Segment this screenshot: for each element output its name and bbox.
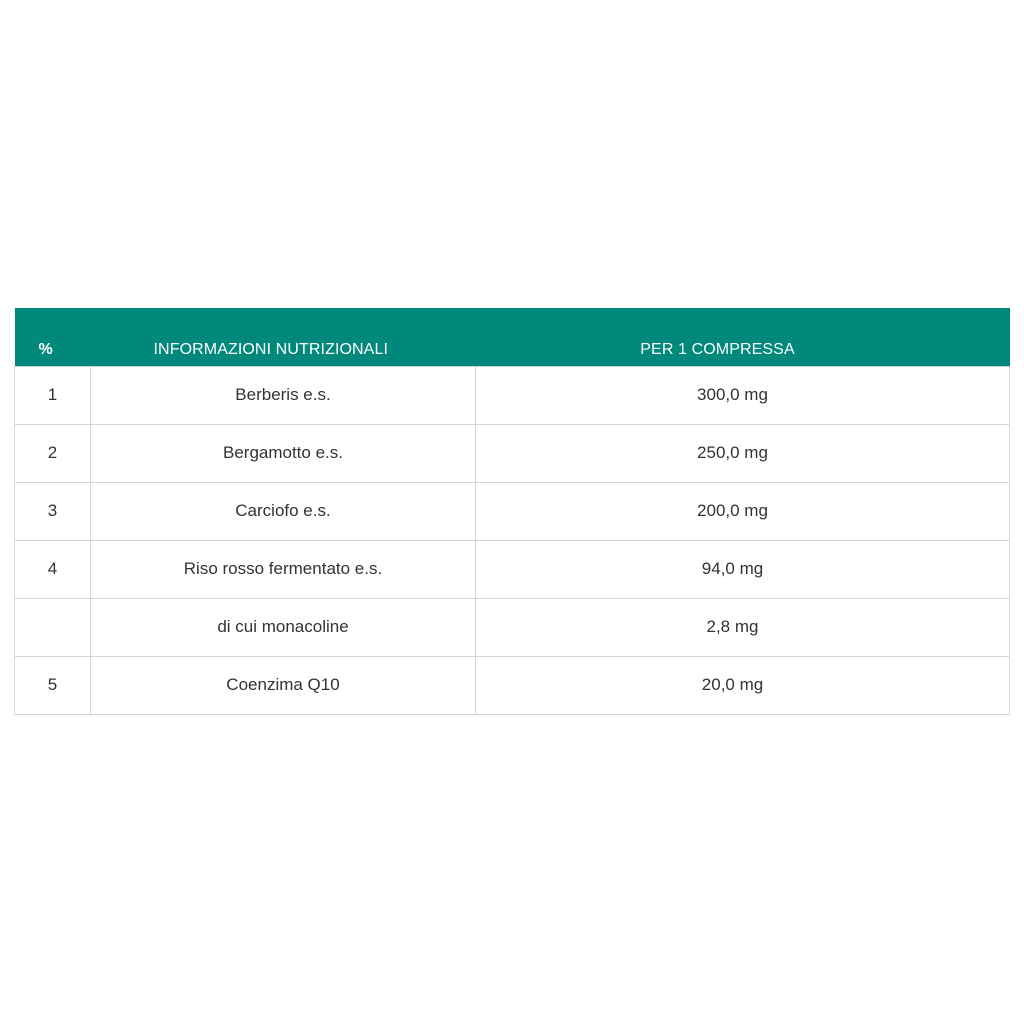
row-number: 2 (15, 424, 91, 482)
row-number: 5 (15, 656, 91, 714)
nutrition-table (14, 308, 1010, 715)
row-number: 3 (15, 482, 91, 540)
ingredient-amount: 2,8 mg (476, 598, 1010, 656)
table-row (15, 656, 1010, 714)
table-body (15, 366, 1010, 714)
ingredient-amount: 94,0 mg (476, 540, 1010, 598)
ingredient-amount: 200,0 mg (476, 482, 1010, 540)
ingredient-name: Bergamotto e.s. (91, 424, 476, 482)
table-row (15, 482, 1010, 540)
table-row (15, 424, 1010, 482)
row-number (15, 598, 91, 656)
row-number: 4 (15, 540, 91, 598)
table-row (15, 366, 1010, 424)
header-per-tablet: PER 1 COMPRESSA (640, 340, 795, 358)
ingredient-name: Berberis e.s. (91, 366, 476, 424)
table-row (15, 540, 1010, 598)
ingredient-amount: 250,0 mg (476, 424, 1010, 482)
row-number: 1 (15, 366, 91, 424)
ingredient-amount: 300,0 mg (476, 366, 1010, 424)
header-percent: % (38, 340, 53, 358)
header-row (15, 308, 1010, 366)
ingredient-name: Carciofo e.s. (91, 482, 476, 540)
header-nutrition-info: INFORMAZIONI NUTRIZIONALI (153, 340, 388, 358)
table-header (15, 308, 1010, 366)
table-row (15, 598, 1010, 656)
ingredient-amount: 20,0 mg (476, 656, 1010, 714)
ingredient-name: Riso rosso fermentato e.s. (91, 540, 476, 598)
ingredient-name: di cui monacoline (91, 598, 476, 656)
ingredient-name: Coenzima Q10 (91, 656, 476, 714)
